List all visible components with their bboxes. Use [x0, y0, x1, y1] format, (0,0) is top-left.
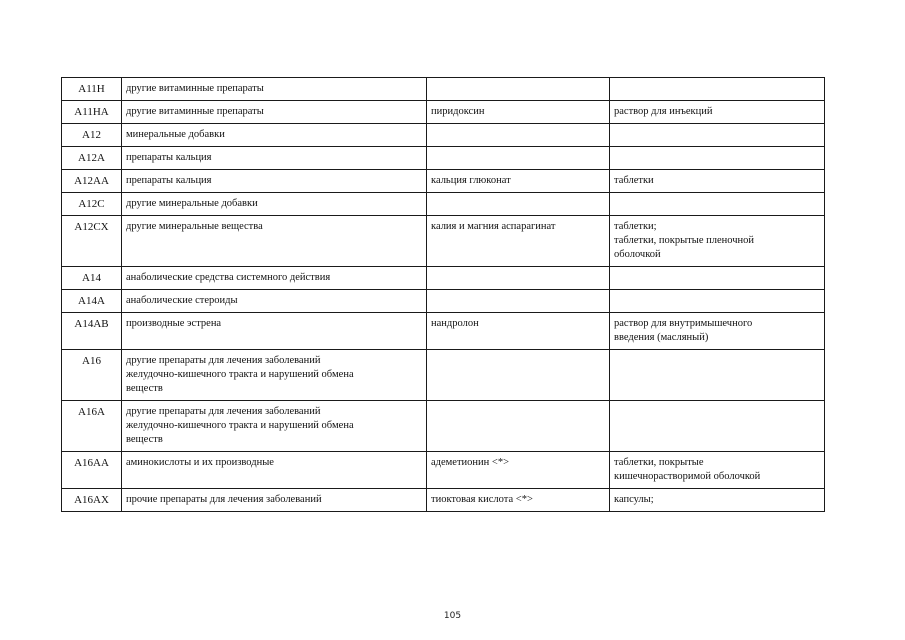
- table-row: [62, 147, 825, 170]
- table-row: [62, 401, 825, 452]
- drug-name-cell: [427, 124, 610, 147]
- dosage-form-cell: [610, 78, 825, 101]
- dosage-form-cell: раствор для внутримышечного введения (масляный): [610, 313, 825, 350]
- dosage-form-cell: раствор для инъекций: [610, 101, 825, 124]
- atc-code-cell: A12A: [62, 147, 122, 170]
- atc-group-cell: другие витаминные препараты: [122, 101, 427, 124]
- table-row: [62, 78, 825, 101]
- drug-name-cell: [427, 267, 610, 290]
- table-row: [62, 350, 825, 401]
- atc-code-cell: A11HA: [62, 101, 122, 124]
- dosage-form-cell: [610, 147, 825, 170]
- atc-group-cell: производные эстрена: [122, 313, 427, 350]
- atc-group-cell: другие витаминные препараты: [122, 78, 427, 101]
- dosage-form-cell: таблетки: [610, 170, 825, 193]
- page-number: 105: [443, 611, 462, 621]
- table-row: [62, 489, 825, 512]
- table-body: [62, 78, 825, 512]
- atc-group-cell: другие минеральные добавки: [122, 193, 427, 216]
- drug-name-cell: калия и магния аспарагинат: [427, 216, 610, 267]
- atc-code-cell: A16AX: [62, 489, 122, 512]
- atc-code-cell: A12: [62, 124, 122, 147]
- table-row: [62, 267, 825, 290]
- drug-name-cell: [427, 401, 610, 452]
- atc-group-cell: анаболические средства системного действия: [122, 267, 427, 290]
- atc-code-cell: A14A: [62, 290, 122, 313]
- drug-name-cell: [427, 147, 610, 170]
- dosage-form-cell: капсулы;: [610, 489, 825, 512]
- dosage-form-cell: [610, 267, 825, 290]
- dosage-form-cell: таблетки; таблетки, покрытые пленочной оболочкой: [610, 216, 825, 267]
- table-row: [62, 290, 825, 313]
- atc-group-cell: препараты кальция: [122, 147, 427, 170]
- atc-code-cell: A12AA: [62, 170, 122, 193]
- drug-list-table: [61, 77, 825, 512]
- atc-code-cell: A16A: [62, 401, 122, 452]
- atc-group-cell: другие минеральные вещества: [122, 216, 427, 267]
- drug-name-cell: нандролон: [427, 313, 610, 350]
- dosage-form-cell: [610, 124, 825, 147]
- atc-group-cell: препараты кальция: [122, 170, 427, 193]
- drug-name-cell: кальция глюконат: [427, 170, 610, 193]
- table-row: [62, 124, 825, 147]
- dosage-form-cell: таблетки, покрытые кишечнорастворимой оболочкой: [610, 452, 825, 489]
- atc-code-cell: A16AA: [62, 452, 122, 489]
- atc-code-cell: A12C: [62, 193, 122, 216]
- atc-code-cell: A16: [62, 350, 122, 401]
- drug-name-cell: тиоктовая кислота <*>: [427, 489, 610, 512]
- atc-code-cell: A14: [62, 267, 122, 290]
- drug-name-cell: [427, 78, 610, 101]
- table-row: [62, 313, 825, 350]
- table-row: [62, 101, 825, 124]
- drug-name-cell: [427, 290, 610, 313]
- atc-group-cell: прочие препараты для лечения заболеваний: [122, 489, 427, 512]
- table-row: [62, 170, 825, 193]
- atc-group-cell: аминокислоты и их производные: [122, 452, 427, 489]
- dosage-form-cell: [610, 401, 825, 452]
- dosage-form-cell: [610, 290, 825, 313]
- atc-group-cell: минеральные добавки: [122, 124, 427, 147]
- drug-name-cell: [427, 193, 610, 216]
- atc-code-cell: A14AB: [62, 313, 122, 350]
- atc-code-cell: A12CX: [62, 216, 122, 267]
- atc-code-cell: A11H: [62, 78, 122, 101]
- table-row: [62, 216, 825, 267]
- atc-group-cell: другие препараты для лечения заболеваний желудочно-кишечного тракта и нарушений обмена веществ: [122, 350, 427, 401]
- drug-name-cell: пиридоксин: [427, 101, 610, 124]
- table-row: [62, 452, 825, 489]
- dosage-form-cell: [610, 350, 825, 401]
- atc-group-cell: анаболические стероиды: [122, 290, 427, 313]
- drug-name-cell: [427, 350, 610, 401]
- atc-group-cell: другие препараты для лечения заболеваний желудочно-кишечного тракта и нарушений обмена веществ: [122, 401, 427, 452]
- table-row: [62, 193, 825, 216]
- drug-name-cell: адеметионин <*>: [427, 452, 610, 489]
- dosage-form-cell: [610, 193, 825, 216]
